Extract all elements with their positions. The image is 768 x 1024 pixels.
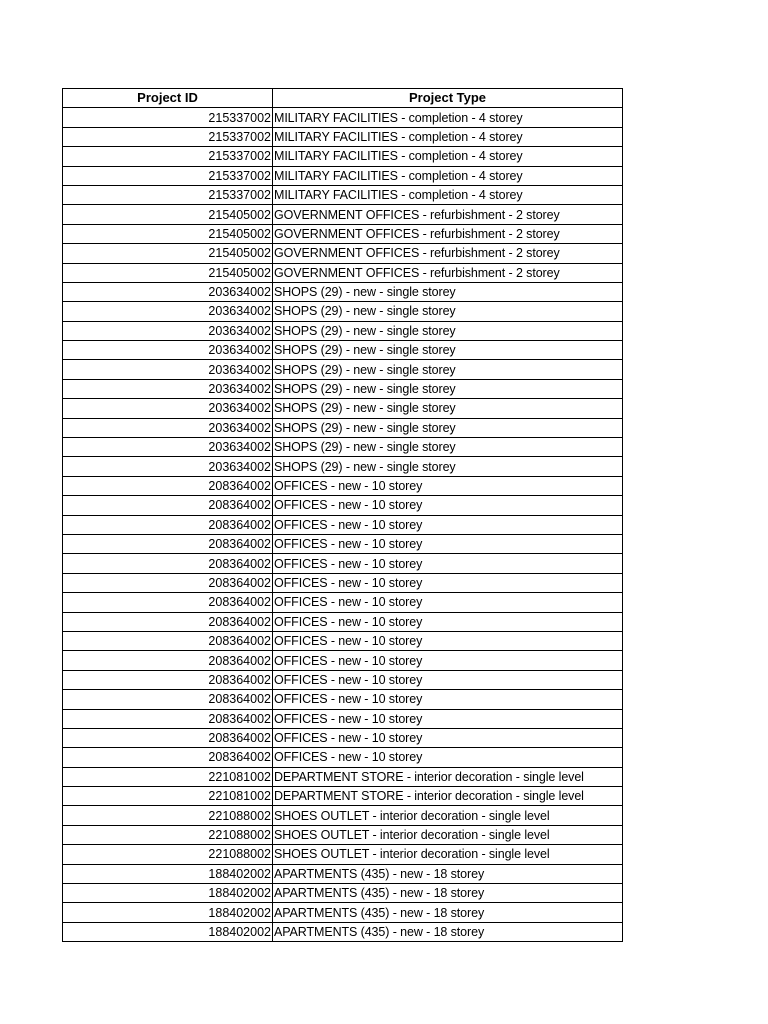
table-row: [63, 864, 623, 883]
project-id-cell: 215337002: [63, 147, 273, 166]
table-row: [63, 127, 623, 146]
project-id-cell: 203634002: [63, 457, 273, 476]
table-row: [63, 767, 623, 786]
table-row: [63, 612, 623, 631]
project-type-cell: SHOPS (29) - new - single storey: [273, 321, 623, 340]
table-row: [63, 360, 623, 379]
project-type-cell: OFFICES - new - 10 storey: [273, 728, 623, 747]
project-id-cell: 221081002: [63, 787, 273, 806]
project-type-cell: SHOPS (29) - new - single storey: [273, 399, 623, 418]
project-id-cell: 188402002: [63, 864, 273, 883]
project-id-cell: 208364002: [63, 631, 273, 650]
table-row: [63, 748, 623, 767]
table-row: [63, 534, 623, 553]
project-type-cell: OFFICES - new - 10 storey: [273, 496, 623, 515]
table-row: [63, 922, 623, 941]
project-id-cell: 215405002: [63, 224, 273, 243]
table-row: [63, 166, 623, 185]
table-row: [63, 690, 623, 709]
project-type-cell: OFFICES - new - 10 storey: [273, 554, 623, 573]
project-id-cell: 208364002: [63, 651, 273, 670]
table-row: [63, 670, 623, 689]
project-type-cell: APARTMENTS (435) - new - 18 storey: [273, 903, 623, 922]
table-row: [63, 282, 623, 301]
project-id-cell: 221081002: [63, 767, 273, 786]
project-id-cell: 203634002: [63, 302, 273, 321]
project-id-cell: 221088002: [63, 825, 273, 844]
table-row: [63, 147, 623, 166]
table-row: [63, 903, 623, 922]
project-id-cell: 215405002: [63, 263, 273, 282]
project-id-cell: 208364002: [63, 593, 273, 612]
table-row: [63, 321, 623, 340]
project-id-cell: 215337002: [63, 185, 273, 204]
project-type-cell: OFFICES - new - 10 storey: [273, 612, 623, 631]
table-row: [63, 185, 623, 204]
project-type-cell: APARTMENTS (435) - new - 18 storey: [273, 864, 623, 883]
header-row: [63, 89, 623, 108]
project-type-cell: SHOPS (29) - new - single storey: [273, 457, 623, 476]
project-type-cell: APARTMENTS (435) - new - 18 storey: [273, 884, 623, 903]
project-type-cell: OFFICES - new - 10 storey: [273, 593, 623, 612]
project-id-cell: 208364002: [63, 612, 273, 631]
project-type-cell: OFFICES - new - 10 storey: [273, 748, 623, 767]
project-id-cell: 203634002: [63, 438, 273, 457]
table-row: [63, 476, 623, 495]
table-row: [63, 108, 623, 127]
table-row: [63, 806, 623, 825]
table-row: [63, 593, 623, 612]
table-row: [63, 496, 623, 515]
project-id-cell: 208364002: [63, 690, 273, 709]
project-id-cell: 215405002: [63, 205, 273, 224]
project-id-cell: 221088002: [63, 806, 273, 825]
table-row: [63, 554, 623, 573]
project-type-cell: GOVERNMENT OFFICES - refurbishment - 2 storey: [273, 205, 623, 224]
table-row: [63, 787, 623, 806]
project-id-cell: 188402002: [63, 922, 273, 941]
project-type-cell: OFFICES - new - 10 storey: [273, 670, 623, 689]
table-row: [63, 457, 623, 476]
project-type-cell: SHOPS (29) - new - single storey: [273, 418, 623, 437]
project-id-cell: 208364002: [63, 554, 273, 573]
project-type-cell: MILITARY FACILITIES - completion - 4 storey: [273, 166, 623, 185]
table-row: [63, 263, 623, 282]
project-type-cell: SHOPS (29) - new - single storey: [273, 341, 623, 360]
table-row: [63, 399, 623, 418]
project-type-cell: SHOPS (29) - new - single storey: [273, 302, 623, 321]
project-type-cell: OFFICES - new - 10 storey: [273, 651, 623, 670]
column-header-project-id: Project ID: [63, 89, 273, 108]
table-row: [63, 205, 623, 224]
project-type-cell: SHOPS (29) - new - single storey: [273, 282, 623, 301]
project-id-cell: 208364002: [63, 748, 273, 767]
table-body: [63, 108, 623, 942]
project-type-cell: DEPARTMENT STORE - interior decoration - single level: [273, 787, 623, 806]
project-type-cell: GOVERNMENT OFFICES - refurbishment - 2 storey: [273, 224, 623, 243]
table-row: [63, 438, 623, 457]
project-type-cell: SHOPS (29) - new - single storey: [273, 379, 623, 398]
table-header: [63, 89, 623, 108]
project-id-cell: 203634002: [63, 399, 273, 418]
project-id-cell: 215405002: [63, 244, 273, 263]
table-row: [63, 418, 623, 437]
project-type-cell: OFFICES - new - 10 storey: [273, 515, 623, 534]
project-id-cell: 203634002: [63, 360, 273, 379]
project-id-cell: 215337002: [63, 108, 273, 127]
project-id-cell: 221088002: [63, 845, 273, 864]
project-id-cell: 208364002: [63, 515, 273, 534]
table-row: [63, 302, 623, 321]
project-type-cell: MILITARY FACILITIES - completion - 4 storey: [273, 185, 623, 204]
table-row: [63, 224, 623, 243]
table-row: [63, 709, 623, 728]
table-row: [63, 651, 623, 670]
table-row: [63, 728, 623, 747]
project-type-cell: OFFICES - new - 10 storey: [273, 631, 623, 650]
project-type-cell: SHOES OUTLET - interior decoration - single level: [273, 806, 623, 825]
project-type-cell: OFFICES - new - 10 storey: [273, 573, 623, 592]
project-type-cell: OFFICES - new - 10 storey: [273, 534, 623, 553]
project-id-cell: 203634002: [63, 321, 273, 340]
project-id-cell: 208364002: [63, 573, 273, 592]
table-row: [63, 573, 623, 592]
table-row: [63, 379, 623, 398]
project-id-cell: 203634002: [63, 341, 273, 360]
project-id-cell: 208364002: [63, 534, 273, 553]
project-type-cell: MILITARY FACILITIES - completion - 4 storey: [273, 127, 623, 146]
project-type-cell: SHOES OUTLET - interior decoration - single level: [273, 845, 623, 864]
project-type-cell: GOVERNMENT OFFICES - refurbishment - 2 storey: [273, 263, 623, 282]
project-type-cell: MILITARY FACILITIES - completion - 4 storey: [273, 147, 623, 166]
project-id-cell: 203634002: [63, 282, 273, 301]
project-table: [62, 88, 623, 942]
table-row: [63, 341, 623, 360]
project-id-cell: 208364002: [63, 670, 273, 689]
project-type-cell: SHOES OUTLET - interior decoration - single level: [273, 825, 623, 844]
project-type-cell: OFFICES - new - 10 storey: [273, 476, 623, 495]
project-id-cell: 203634002: [63, 418, 273, 437]
project-id-cell: 215337002: [63, 127, 273, 146]
project-type-cell: APARTMENTS (435) - new - 18 storey: [273, 922, 623, 941]
project-type-cell: SHOPS (29) - new - single storey: [273, 360, 623, 379]
project-type-cell: OFFICES - new - 10 storey: [273, 709, 623, 728]
project-type-cell: DEPARTMENT STORE - interior decoration - single level: [273, 767, 623, 786]
project-id-cell: 215337002: [63, 166, 273, 185]
project-type-cell: OFFICES - new - 10 storey: [273, 690, 623, 709]
table-row: [63, 631, 623, 650]
project-id-cell: 188402002: [63, 884, 273, 903]
project-id-cell: 208364002: [63, 728, 273, 747]
project-id-cell: 188402002: [63, 903, 273, 922]
column-header-project-type: Project Type: [273, 89, 623, 108]
table-row: [63, 845, 623, 864]
project-type-cell: GOVERNMENT OFFICES - refurbishment - 2 storey: [273, 244, 623, 263]
project-id-cell: 208364002: [63, 709, 273, 728]
table-row: [63, 244, 623, 263]
project-type-cell: MILITARY FACILITIES - completion - 4 storey: [273, 108, 623, 127]
table-row: [63, 825, 623, 844]
project-type-cell: SHOPS (29) - new - single storey: [273, 438, 623, 457]
project-id-cell: 208364002: [63, 496, 273, 515]
table-row: [63, 884, 623, 903]
project-id-cell: 208364002: [63, 476, 273, 495]
table-row: [63, 515, 623, 534]
project-id-cell: 203634002: [63, 379, 273, 398]
